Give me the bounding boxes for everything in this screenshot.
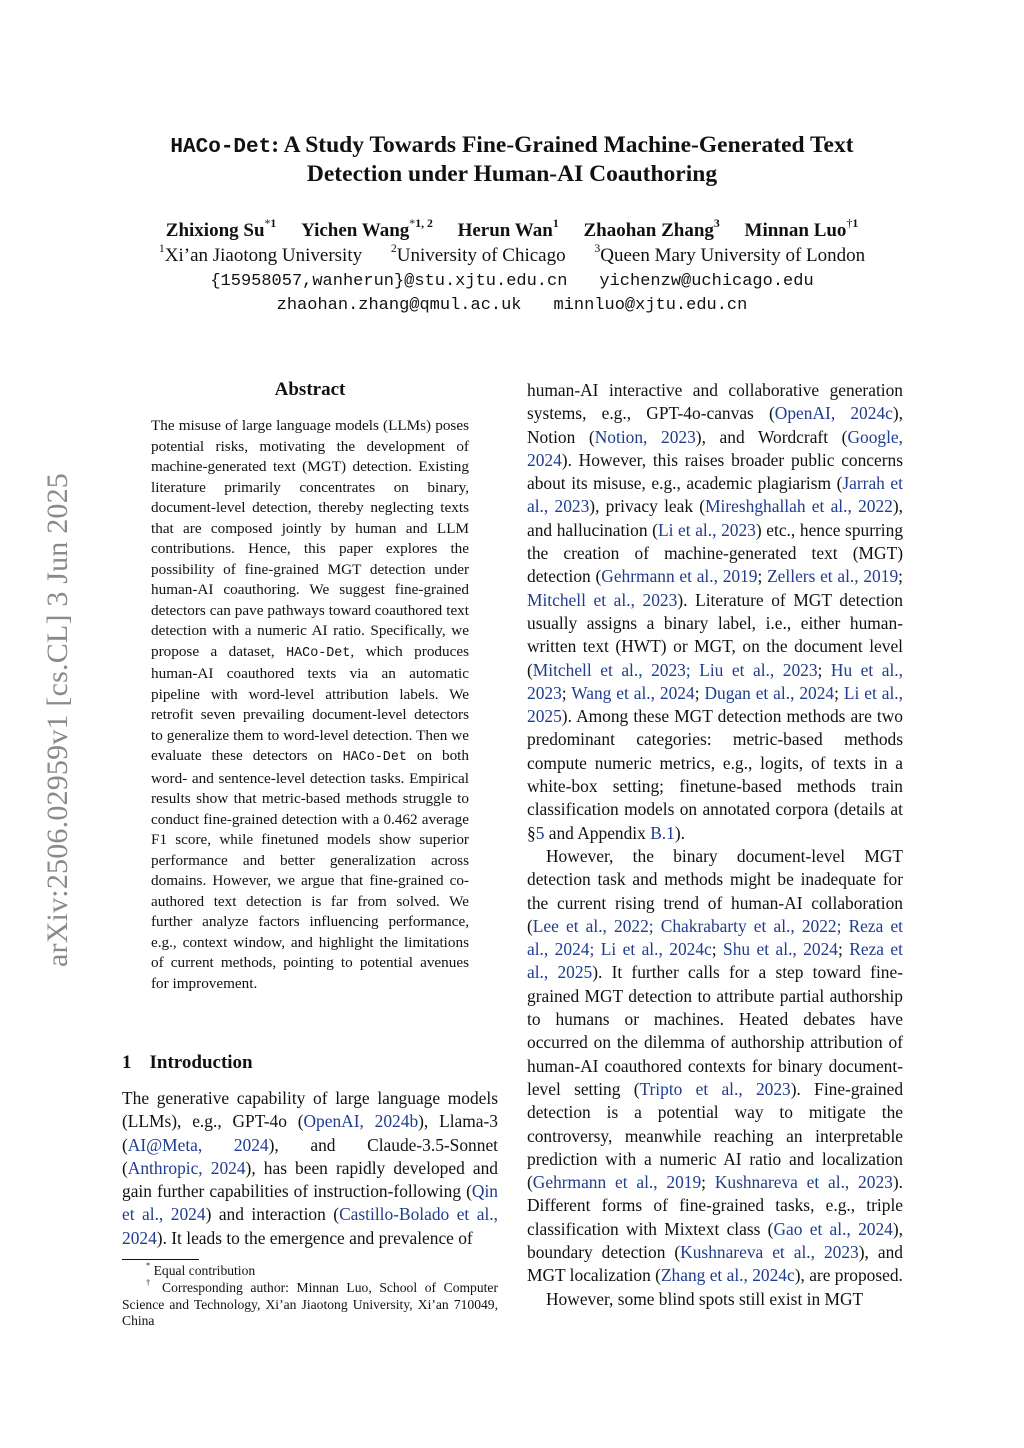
citation-link[interactable]: Li et al., 2023 [657, 519, 756, 540]
text-run: ). Literature of MGT detection usually assigns a binary label, i.e., either human-written text (HWT) or MGT, on the document level ( [527, 589, 903, 680]
email[interactable]: {15958057,wanherun}@stu.xjtu.edu.cn [210, 272, 568, 291]
title-line2: Detection under Human-AI Coauthoring [306, 161, 718, 187]
author: Zhixiong Su$^{*1}$ [165, 216, 277, 241]
text-run: ; [834, 682, 844, 703]
author: Yichen Wang$^{*1, 2}$ [301, 216, 433, 241]
text-run: ), Notion ( [527, 403, 903, 447]
email[interactable]: zhaohan.zhang@qmul.ac.uk [276, 296, 522, 315]
text-run: and Appendix [544, 822, 651, 843]
section-heading: 1 Introduction [122, 1052, 253, 1073]
affiliation: $^3$Queen Mary University of London [594, 241, 866, 266]
paragraph: However, some blind spots still exist in MGT [546, 1288, 864, 1309]
citation-link[interactable]: Kushnareva et al., 2023 [680, 1241, 859, 1262]
citation-link[interactable]: Kushnareva et al., 2023 [714, 1172, 893, 1193]
text-run: ). Among these MGT detection methods are two predominant categories: metric-based methods compute numeric metrics, e.g., logits, of texts in a white-box setting; finetune-based methods train classification models on annotated corpora (details at § [527, 706, 903, 843]
title-line1: : A Study Towards Fine-Grained Machine-Generated Text [271, 132, 854, 158]
citation-link[interactable]: Notion, 2023 [594, 426, 696, 447]
citation-link[interactable]: 5 [535, 822, 545, 843]
affiliation-list [100, 241, 924, 267]
footnote-rule [122, 1259, 199, 1260]
citation-link[interactable]: Zellers et al., 2019 [767, 566, 899, 587]
text-run: ), and MGT localization ( [527, 1241, 903, 1286]
abstract-body: The misuse of large language models (LLMs) poses potential risks, motivating the development of machine-generated text (MGT) detection. Existing literature primarily concentrates on binary, document-level detection, thereby neglecting texts that are composed jointly by human and LLM contributions. Hence, this paper explores the possibility of fine-grained MGT detection under human-AI coauthoring. We suggest fine-grained detectors can pave pathways toward coauthored text detection with a numeric AI ratio. Specifically, we propose a dataset, HACo-Det, which produces human-AI coauthored texts via an automatic pipeline with word-level attribution labels. We retrofit seven prevailing document-level detectors to generalize them to word-level detection. Then we evaluate these detectors on HACo-Det on both word- and sentence-level detection tasks. Empirical results show that metric-based methods struggle to conduct fine-grained detection with a 0.462 average F1 score, while finetuned models show superior performance and better generalization across domains. However, we argue that fine-grained co-authored text detection is far from solved. We further analyze factors influencing performance, e.g., context window, and highlight the limitations of current methods, pointing to potential avenues for improvement. [151, 417, 469, 992]
citation-link[interactable]: Lee et al., 2022; Chakrabarty et al., 2022; Reza et al., 2024; Li et al., 2024c [527, 915, 903, 960]
citation-link[interactable]: Li et al., 2025 [527, 682, 903, 727]
citation-link[interactable]: OpenAI, 2024b [303, 1111, 419, 1132]
paper-title [120, 132, 904, 188]
affiliation: $^1$Xi’an Jiaotong University [158, 241, 363, 266]
tool-name: HACo-Det [342, 750, 407, 765]
email-line [100, 296, 924, 315]
text-run: ) etc., hence spurring the creation of machine-generated text (MGT) detection ( [527, 519, 904, 587]
affiliation: $^2$University of Chicago [390, 241, 566, 266]
text-run: ). However, this raises broader public concerns about its misuse, e.g., academic plagiarism ( [527, 449, 903, 494]
text-run: ). Different forms of fine-grained tasks, e.g., triple classification with Mixtext class ( [527, 1172, 903, 1239]
author: Herun Wan$^1$ [457, 216, 559, 241]
author: Minnan Luo$^{\dagger 1}$ [744, 216, 859, 241]
citation-link[interactable]: Reza et al., 2025 [527, 939, 903, 983]
citation-link[interactable]: Gao et al., 2024 [773, 1218, 893, 1239]
citation-link[interactable]: Qin et al., 2024 [122, 1181, 498, 1225]
text-run: ). It further calls for a step toward fine-grained MGT detection to attribute partial authorship to humans or machines. Heated debates have occurred on the dilemma of authorship attribution of human-AI coauthored contexts for binary document-level setting ( [527, 962, 904, 1099]
citation-link[interactable]: Castillo-Bolado et al., 2024 [122, 1204, 498, 1248]
email-line [100, 272, 924, 291]
citation-link[interactable]: Anthropic, 2024 [127, 1157, 246, 1178]
text-run: ; [694, 682, 705, 703]
citation-link[interactable]: B.1 [650, 822, 675, 843]
paragraph [527, 379, 903, 845]
title-tool-name: HACo-Det [170, 136, 272, 159]
citation-link[interactable]: Mitchell et al., 2023 [527, 589, 678, 610]
text-run: ). Fine-grained detection is a potential way to mitigate the controversy, meanwhile reaching an interpretable prediction with a numeric AI ratio and localization ( [527, 1078, 904, 1193]
citation-link[interactable]: Tripto et al., 2023 [639, 1078, 791, 1099]
citation-link[interactable]: Google, 2024 [527, 426, 903, 470]
author: Zhaohan Zhang$^3$ [583, 216, 720, 241]
citation-link[interactable]: Gehrmann et al., 2019 [532, 1172, 702, 1193]
citation-link[interactable]: Gehrmann et al., 2019 [601, 566, 758, 587]
text-run: However, the binary document-level MGT detection task and methods might be inadequate for the current rising trend of human-AI collaboration ( [527, 845, 903, 936]
citation-link[interactable]: OpenAI, 2024c [774, 403, 893, 424]
author-list [100, 216, 924, 242]
email[interactable]: yichenzw@uchicago.edu [599, 272, 814, 291]
text-run: ; [837, 939, 850, 960]
text-run: ), and Wordcraft ( [695, 426, 848, 447]
footnotes [122, 1260, 498, 1330]
citation-link[interactable]: Hu et al., 2023 [527, 659, 903, 703]
text-run: ), are proposed. [794, 1265, 903, 1286]
footnote: † Corresponding author: Minnan Luo, School of Computer Science and Technology, Xi’an Jiaotong University, Xi’an 710049, China [122, 1277, 498, 1329]
text-run: ; [701, 1172, 715, 1193]
text-run: human-AI interactive and collaborative generation systems, e.g., GPT-4o-canvas ( [527, 380, 903, 424]
text-run: ; [711, 939, 724, 960]
paragraph [527, 845, 903, 1288]
text-run: ). [674, 822, 685, 843]
citation-link[interactable]: AI@Meta, 2024 [127, 1134, 269, 1155]
citation-link[interactable]: Mitchell et al., 2023; Liu et al., 2023 [532, 659, 818, 680]
right-column [527, 379, 903, 1311]
tool-name: HACo-Det [286, 645, 351, 661]
abstract-heading: Abstract [274, 379, 346, 400]
citation-link[interactable]: Jarrah et al., 2023 [527, 473, 903, 517]
footnote: * Equal contribution [146, 1260, 256, 1278]
text-run: ; [561, 682, 572, 703]
citation-link[interactable]: Shu et al., 2024 [723, 939, 838, 960]
citation-link[interactable]: Dugan et al., 2024 [704, 682, 835, 703]
intro-paragraph: The generative capability of large language models (LLMs), e.g., GPT-4o (OpenAI, 2024b), Llama-3 (AI@Meta, 2024), and Claude-3.5-Sonnet (Anthropic, 2024), has been rapidly developed and gain further capabilities of instruction-following (Qin et al., 2024) and interaction (Castillo-Bolado et al., 2024). It leads to the emergence and prevalence of [122, 1088, 498, 1248]
text-run: ), and hallucination ( [527, 496, 903, 540]
text-run: ), boundary detection ( [527, 1218, 904, 1262]
email[interactable]: minnluo@xjtu.edu.cn [553, 296, 748, 315]
text-run: ), privacy leak ( [589, 496, 706, 517]
text-run: ; [817, 659, 831, 680]
text-run: ; [898, 566, 903, 587]
citation-link[interactable]: Zhang et al., 2024c [660, 1265, 795, 1286]
citation-link[interactable]: Mireshghallah et al., 2022 [705, 496, 893, 517]
citation-link[interactable]: Wang et al., 2024 [571, 682, 695, 703]
text-run: ; [757, 566, 768, 587]
arxiv-stamp-text: arXiv:2506.02959v1 [cs.CL] 3 Jun 2025 [41, 472, 74, 968]
